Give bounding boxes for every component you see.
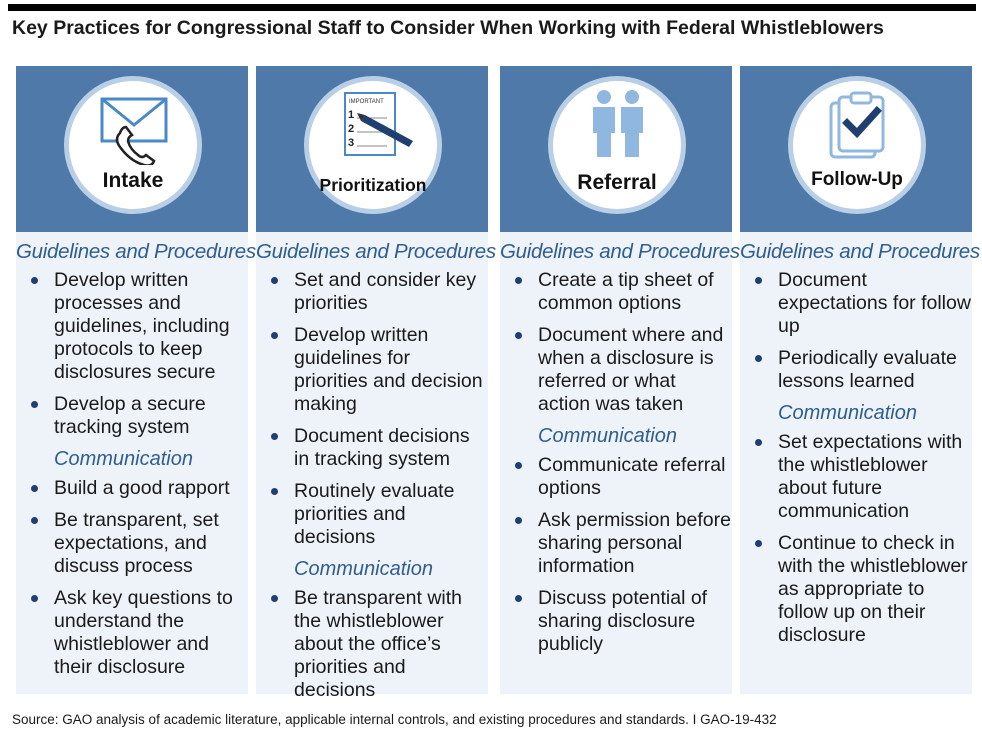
column-body: [16, 232, 256, 694]
list-item: Be transparent, set expectations, and discuss process: [16, 509, 248, 578]
column-follow-up: [740, 66, 980, 694]
section-heading: Guidelines and Procedures: [500, 240, 740, 263]
practice-list: [16, 269, 248, 688]
stage-label: Follow-Up: [811, 169, 903, 190]
icon-circle: [548, 76, 686, 214]
list-item: Set and consider key priorities: [256, 269, 488, 315]
communication-heading: Communication: [54, 448, 193, 470]
column-header: [740, 66, 972, 232]
list-item: Document expectations for follow up: [740, 269, 972, 338]
column-referral: [500, 66, 740, 694]
list-item: Ask key questions to understand the whistleblower and their disclosure: [16, 587, 248, 679]
list-item: Document where and when a disclosure is referred or what action was taken: [500, 324, 732, 416]
column-intake: [16, 66, 256, 694]
list-item: Ask permission before sharing personal information: [500, 509, 732, 578]
list-item: Develop written processes and guidelines, including protocols to keep disclosures secure: [16, 269, 248, 384]
envelope-phone-icon: [98, 95, 170, 165]
list-item: Discuss potential of sharing disclosure publicly: [500, 587, 732, 656]
column-body: [740, 232, 980, 694]
section-heading: Guidelines and Procedures: [256, 240, 496, 263]
practice-list: [256, 269, 488, 711]
communication-heading: Communication: [778, 402, 917, 424]
list-item: Develop a secure tracking system: [16, 393, 248, 439]
stage-label: Referral: [577, 171, 657, 194]
list-item: Communicate referral options: [500, 454, 732, 500]
column-body: [500, 232, 740, 694]
column-header: [256, 66, 488, 232]
list-item: Be transparent with the whistleblower about the office’s priorities and decisions: [256, 587, 488, 702]
section-heading: Guidelines and Procedures: [740, 240, 980, 263]
icon-circle: [788, 76, 926, 214]
icon-circle: [304, 76, 442, 214]
list-header-text: IMPORTANT: [349, 99, 384, 105]
list-item: Create a tip sheet of common options: [500, 269, 732, 315]
stage-label: Intake: [102, 169, 164, 192]
list-item: Document decisions in tracking system: [256, 425, 488, 471]
list-number: 1: [348, 109, 355, 121]
column-prioritization: [256, 66, 496, 701]
stage-label: Prioritization: [319, 175, 427, 195]
list-item: Continue to check in with the whistleblower as appropriate to follow up on their disclosure: [740, 532, 972, 647]
communication-heading: Communication: [538, 425, 677, 447]
list-item: Build a good rapport: [16, 477, 248, 500]
section-heading: Guidelines and Procedures: [16, 240, 256, 263]
list-item: Set expectations with the whistleblower about future communication: [740, 431, 972, 523]
list-number: 2: [348, 123, 355, 135]
column-body: [256, 232, 496, 701]
practice-list: [500, 269, 732, 665]
communication-heading: Communication: [294, 558, 433, 580]
top-rule: [8, 4, 976, 11]
column-header: [16, 66, 248, 232]
list-item: Periodically evaluate lessons learned: [740, 347, 972, 393]
numbered-list-pen-icon: [331, 91, 417, 165]
list-item: Develop written guidelines for priorities and decision making: [256, 324, 488, 416]
practice-list: [740, 269, 972, 656]
list-item: Routinely evaluate priorities and decisions: [256, 480, 488, 549]
figure-title: Key Practices for Congressional Staff to Consider When Working with Federal Whistleblowers: [12, 17, 884, 39]
list-number: 3: [348, 137, 355, 149]
two-people-icon: [589, 89, 647, 159]
source-note: Source: GAO analysis of academic literature, applicable internal controls, and existing procedures and standards. I GAO-19-432: [12, 712, 777, 727]
column-header: [500, 66, 732, 232]
icon-circle: [64, 76, 202, 214]
clipboard-check-icon: [829, 91, 891, 161]
